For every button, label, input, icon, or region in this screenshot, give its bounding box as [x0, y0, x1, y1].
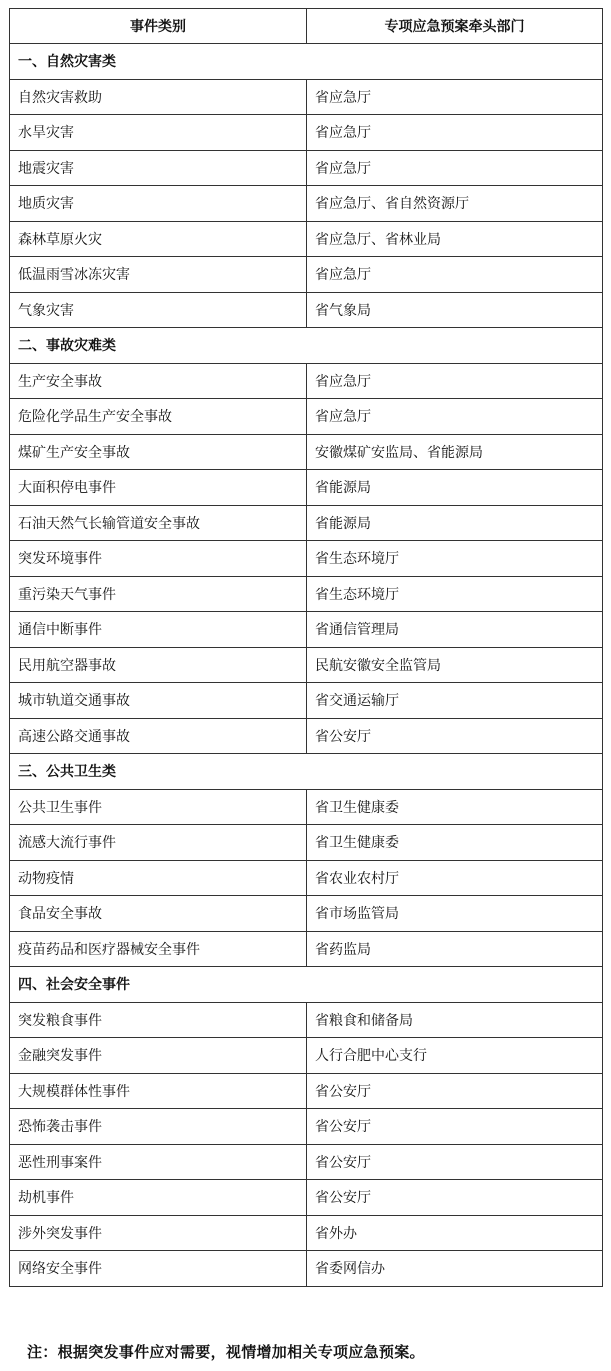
lead-department-cell: 省生态环境厅	[307, 541, 603, 577]
lead-department-cell: 民航安徽安全监管局	[307, 647, 603, 683]
lead-department-cell: 省应急厅	[307, 257, 603, 293]
lead-department-cell: 省农业农村厅	[307, 860, 603, 896]
lead-department-cell: 省应急厅、省林业局	[307, 221, 603, 257]
table-row	[10, 470, 603, 506]
section-title: 二、事故灾难类	[10, 328, 603, 364]
event-type-cell: 食品安全事故	[10, 896, 307, 932]
lead-department-cell: 省能源局	[307, 470, 603, 506]
lead-department-cell: 省粮食和储备局	[307, 1002, 603, 1038]
lead-department-cell: 省卫生健康委	[307, 825, 603, 861]
section-title: 四、社会安全事件	[10, 967, 603, 1003]
lead-department-cell: 省气象局	[307, 292, 603, 328]
table-body	[10, 44, 603, 1287]
section-title: 一、自然灾害类	[10, 44, 603, 80]
event-type-cell: 森林草原火灾	[10, 221, 307, 257]
event-type-cell: 动物疫情	[10, 860, 307, 896]
event-type-cell: 通信中断事件	[10, 612, 307, 648]
lead-department-cell: 省公安厅	[307, 1073, 603, 1109]
event-type-cell: 恐怖袭击事件	[10, 1109, 307, 1145]
table-row	[10, 541, 603, 577]
table-row	[10, 505, 603, 541]
lead-department-cell: 省公安厅	[307, 1144, 603, 1180]
event-type-cell: 大面积停电事件	[10, 470, 307, 506]
section-row	[10, 44, 603, 80]
table-row	[10, 150, 603, 186]
table-row	[10, 1180, 603, 1216]
table-row	[10, 860, 603, 896]
table-row	[10, 221, 603, 257]
table-row	[10, 292, 603, 328]
event-type-cell: 地质灾害	[10, 186, 307, 222]
event-type-cell: 大规模群体性事件	[10, 1073, 307, 1109]
event-type-cell: 疫苗药品和医疗器械安全事件	[10, 931, 307, 967]
lead-department-cell: 省通信管理局	[307, 612, 603, 648]
lead-department-cell: 安徽煤矿安监局、省能源局	[307, 434, 603, 470]
lead-department-cell: 省应急厅	[307, 150, 603, 186]
section-row	[10, 754, 603, 790]
lead-department-cell: 省应急厅	[307, 363, 603, 399]
table-row	[10, 1109, 603, 1145]
section-title: 三、公共卫生类	[10, 754, 603, 790]
table-row	[10, 1251, 603, 1287]
table-row	[10, 612, 603, 648]
lead-department-cell: 省市场监管局	[307, 896, 603, 932]
event-type-cell: 生产安全事故	[10, 363, 307, 399]
table-row	[10, 931, 603, 967]
footnote: 注：根据突发事件应对需要，视情增加相关专项应急预案。	[27, 1343, 425, 1361]
table-row	[10, 1073, 603, 1109]
lead-department-cell: 省委网信办	[307, 1251, 603, 1287]
lead-department-cell: 省能源局	[307, 505, 603, 541]
header-lead-department: 专项应急预案牵头部门	[307, 9, 603, 44]
lead-department-cell: 省应急厅	[307, 79, 603, 115]
event-type-cell: 网络安全事件	[10, 1251, 307, 1287]
table-row	[10, 683, 603, 719]
lead-department-cell: 省外办	[307, 1215, 603, 1251]
event-type-cell: 突发环境事件	[10, 541, 307, 577]
lead-department-cell: 省公安厅	[307, 718, 603, 754]
table-row	[10, 434, 603, 470]
event-type-cell: 流感大流行事件	[10, 825, 307, 861]
table-row	[10, 1002, 603, 1038]
event-type-cell: 涉外突发事件	[10, 1215, 307, 1251]
table-row	[10, 825, 603, 861]
table-row	[10, 576, 603, 612]
event-type-cell: 城市轨道交通事故	[10, 683, 307, 719]
event-type-cell: 公共卫生事件	[10, 789, 307, 825]
header-event-category: 事件类别	[10, 9, 307, 44]
lead-department-cell: 省公安厅	[307, 1180, 603, 1216]
lead-department-cell: 省药监局	[307, 931, 603, 967]
emergency-plan-table	[9, 8, 603, 1287]
event-type-cell: 民用航空器事故	[10, 647, 307, 683]
event-type-cell: 重污染天气事件	[10, 576, 307, 612]
section-row	[10, 967, 603, 1003]
event-type-cell: 石油天然气长输管道安全事故	[10, 505, 307, 541]
lead-department-cell: 省生态环境厅	[307, 576, 603, 612]
table-row	[10, 363, 603, 399]
table-row	[10, 896, 603, 932]
table-row	[10, 718, 603, 754]
event-type-cell: 自然灾害救助	[10, 79, 307, 115]
lead-department-cell: 省应急厅、省自然资源厅	[307, 186, 603, 222]
event-type-cell: 突发粮食事件	[10, 1002, 307, 1038]
lead-department-cell: 省卫生健康委	[307, 789, 603, 825]
event-type-cell: 恶性刑事案件	[10, 1144, 307, 1180]
table-row	[10, 789, 603, 825]
lead-department-cell: 人行合肥中心支行	[307, 1038, 603, 1074]
document	[9, 8, 602, 1287]
table-row	[10, 186, 603, 222]
table-row	[10, 79, 603, 115]
lead-department-cell: 省应急厅	[307, 399, 603, 435]
table-row	[10, 1215, 603, 1251]
event-type-cell: 劫机事件	[10, 1180, 307, 1216]
table-row	[10, 1038, 603, 1074]
event-type-cell: 低温雨雪冰冻灾害	[10, 257, 307, 293]
event-type-cell: 地震灾害	[10, 150, 307, 186]
lead-department-cell: 省交通运输厅	[307, 683, 603, 719]
lead-department-cell: 省应急厅	[307, 115, 603, 151]
event-type-cell: 危险化学品生产安全事故	[10, 399, 307, 435]
lead-department-cell: 省公安厅	[307, 1109, 603, 1145]
table-row	[10, 399, 603, 435]
table-row	[10, 257, 603, 293]
event-type-cell: 煤矿生产安全事故	[10, 434, 307, 470]
table-header-row	[10, 9, 603, 44]
table-row	[10, 1144, 603, 1180]
section-row	[10, 328, 603, 364]
event-type-cell: 水旱灾害	[10, 115, 307, 151]
event-type-cell: 金融突发事件	[10, 1038, 307, 1074]
table-row	[10, 647, 603, 683]
event-type-cell: 气象灾害	[10, 292, 307, 328]
table-row	[10, 115, 603, 151]
event-type-cell: 高速公路交通事故	[10, 718, 307, 754]
